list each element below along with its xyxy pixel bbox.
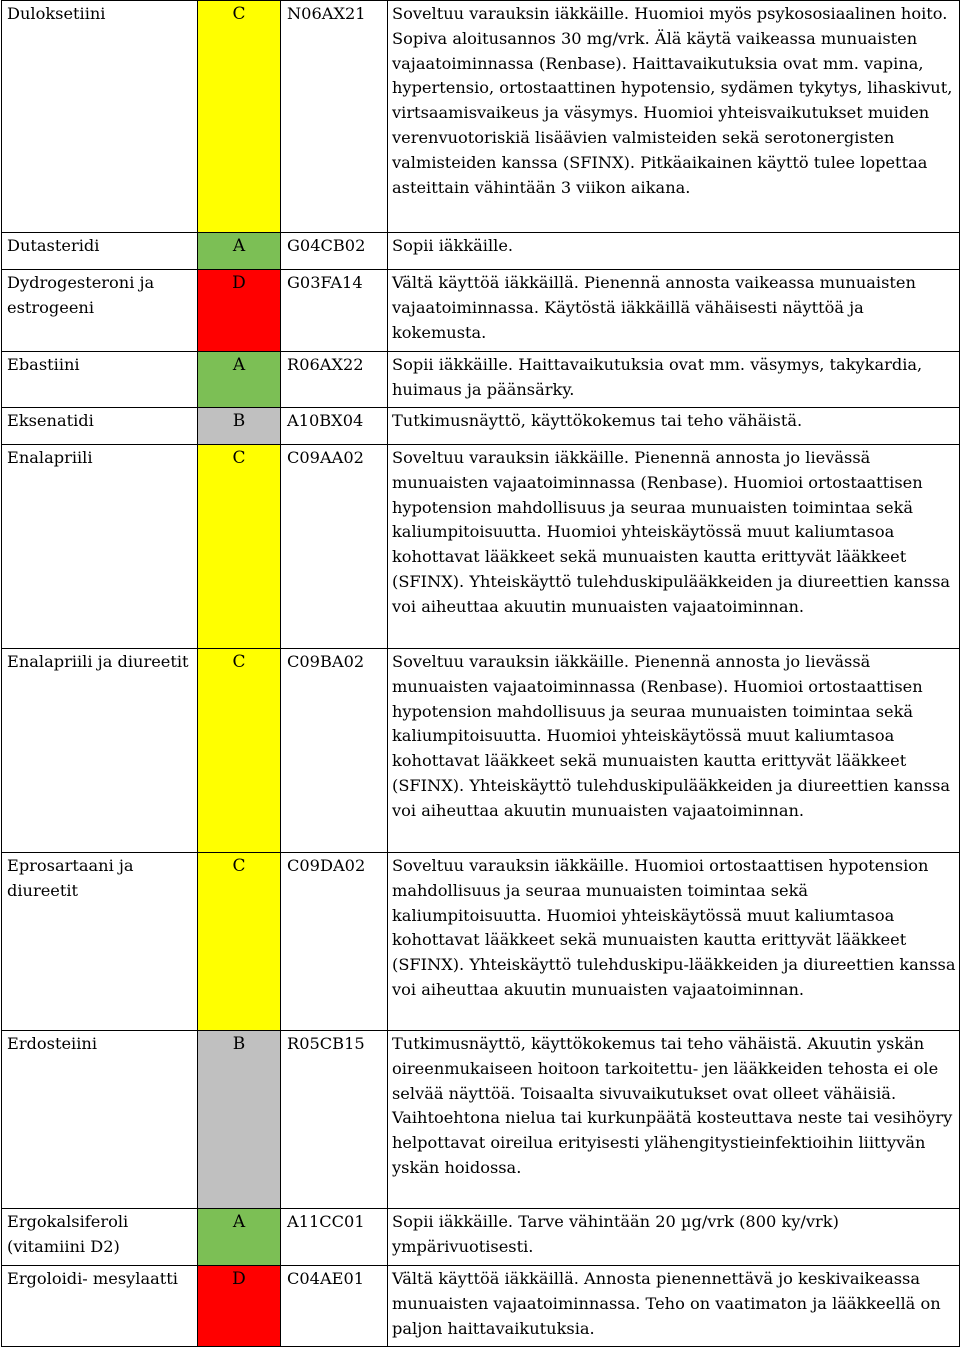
drug-description: Soveltuu varauksin iäkkäille. Pienennä annosta jo lievässä munuaisten vajaatoiminnassa (Renbase). Huomioi ortostaattisen hypotension mahdollisuus ja seuraa munuaisten toimintaa sekä kaliumpitoisuutta. Huomioi yhteiskäytössä muut kaliumtasoa kohottavat lääkkeet sekä munuaisten kautta erittyvät lääkkeet (SFINX). Yhteiskäyttö tulehduskipulääkkeiden ja diureettien kanssa voi aiheuttaa akuutin munuaisten vajaatoiminnan.: [388, 445, 960, 649]
table-row: [2, 1031, 960, 1209]
atc-code: N06AX21: [281, 1, 388, 233]
table-row: [2, 1209, 960, 1266]
class-badge: B: [198, 408, 281, 445]
table-row: [2, 1266, 960, 1347]
drug-name: Dutasteridi: [2, 233, 198, 270]
table-row: [2, 445, 960, 649]
table-row: [2, 649, 960, 853]
drug-description: Soveltuu varauksin iäkkäille. Huomioi myös psykososiaalinen hoito. Sopiva aloitusannos 30 mg/vrk. Älä käytä vaikeassa munuaisten vajaatoiminnassa (Renbase). Haittavaikutuksia ovat mm. vapina, hypertensio, ortostaattinen hypotensio, sydämen tykytys, lihaskivut, virtsaamisvaikeus ja väsymys. Huomioi yhteisvaikutukset muiden verenvuotoriskiä lisäävien valmisteiden sekä serotonergisten valmisteiden kanssa (SFINX). Pitkäaikainen käyttö tulee lopettaa asteittain vähintään 3 viikon aikana.: [388, 1, 960, 233]
drug-description: Vältä käyttöä iäkkäillä. Annosta pienennettävä jo keskivaikeassa munuaisten vajaatoiminnassa. Teho on vaatimaton ja lääkkeellä on paljon haittavaikutuksia.: [388, 1266, 960, 1347]
table-row: [2, 408, 960, 445]
drug-name: Ergokalsiferoli (vitamiini D2): [2, 1209, 198, 1266]
class-badge: D: [198, 270, 281, 352]
table-row: [2, 853, 960, 1031]
table-row: [2, 1, 960, 233]
drug-description: Tutkimusnäyttö, käyttökokemus tai teho vähäistä. Akuutin yskän oireenmukaiseen hoitoon tarkoitettu- jen lääkkeiden tehosta ei ole selvää näyttöä. Toisaalta sivuvaikutukset ovat olleet vähäisiä. Vaihtoehtona nielua tai kurkunpäätä kosteuttava neste tai vesihöyry helpottavat oireilua erityisesti ylähengitystieinfektioihin liittyvän yskän hoidossa.: [388, 1031, 960, 1209]
drug-table: [1, 0, 960, 1347]
table-row: [2, 233, 960, 270]
atc-code: G04CB02: [281, 233, 388, 270]
atc-code: C04AE01: [281, 1266, 388, 1347]
class-badge: C: [198, 853, 281, 1031]
class-badge: C: [198, 649, 281, 853]
class-badge: A: [198, 352, 281, 408]
table-row: [2, 352, 960, 408]
atc-code: R06AX22: [281, 352, 388, 408]
atc-code: A11CC01: [281, 1209, 388, 1266]
drug-description: Sopii iäkkäille.: [388, 233, 960, 270]
drug-description: Soveltuu varauksin iäkkäille. Pienennä annosta jo lievässä munuaisten vajaatoiminnassa (Renbase). Huomioi ortostaattisen hypotension mahdollisuus ja seuraa munuaisten toimintaa sekä kaliumpitoisuutta. Huomioi yhteiskäytössä muut kaliumtasoa kohottavat lääkkeet sekä munuaisten kautta erittyvät lääkkeet (SFINX). Yhteiskäyttö tulehduskipulääkkeiden ja diureettien kanssa voi aiheuttaa akuutin munuaisten vajaatoiminnan.: [388, 649, 960, 853]
table-row: [2, 270, 960, 352]
drug-name: Ebastiini: [2, 352, 198, 408]
drug-description: Vältä käyttöä iäkkäillä. Pienennä annosta vaikeassa munuaisten vajaatoiminnassa. Käytöstä iäkkäillä vähäisesti näyttöä ja kokemusta.: [388, 270, 960, 352]
atc-code: C09BA02: [281, 649, 388, 853]
class-badge: A: [198, 233, 281, 270]
drug-name: Enalapriili ja diureetit: [2, 649, 198, 853]
class-badge: C: [198, 445, 281, 649]
drug-name: Duloksetiini: [2, 1, 198, 233]
atc-code: A10BX04: [281, 408, 388, 445]
drug-description: Soveltuu varauksin iäkkäille. Huomioi ortostaattisen hypotension mahdollisuus ja seuraa munuaisten toimintaa sekä kaliumpitoisuutta. Huomioi yhteiskäytössä muut kaliumtasoa kohottavat lääkkeet sekä munuaisten kautta erittyvät lääkkeet (SFINX). Yhteiskäyttö tulehduskipu-lääkkeiden ja diureettien kanssa voi aiheuttaa akuutin munuaisten vajaatoiminnan.: [388, 853, 960, 1031]
drug-name: Erdosteiini: [2, 1031, 198, 1209]
drug-name: Enalapriili: [2, 445, 198, 649]
drug-description: Sopii iäkkäille. Tarve vähintään 20 µg/vrk (800 ky/vrk) ympärivuotisesti.: [388, 1209, 960, 1266]
atc-code: R05CB15: [281, 1031, 388, 1209]
atc-code: C09AA02: [281, 445, 388, 649]
drug-name: Ergoloidi- mesylaatti: [2, 1266, 198, 1347]
atc-code: C09DA02: [281, 853, 388, 1031]
drug-name: Dydrogesteroni ja estrogeeni: [2, 270, 198, 352]
drug-name: Eprosartaani ja diureetit: [2, 853, 198, 1031]
class-badge: A: [198, 1209, 281, 1266]
class-badge: D: [198, 1266, 281, 1347]
drug-table-body: [2, 1, 960, 1347]
drug-description: Tutkimusnäyttö, käyttökokemus tai teho vähäistä.: [388, 408, 960, 445]
class-badge: B: [198, 1031, 281, 1209]
drug-description: Sopii iäkkäille. Haittavaikutuksia ovat mm. väsymys, takykardia, huimaus ja päänsärky.: [388, 352, 960, 408]
atc-code: G03FA14: [281, 270, 388, 352]
drug-name: Eksenatidi: [2, 408, 198, 445]
class-badge: C: [198, 1, 281, 233]
